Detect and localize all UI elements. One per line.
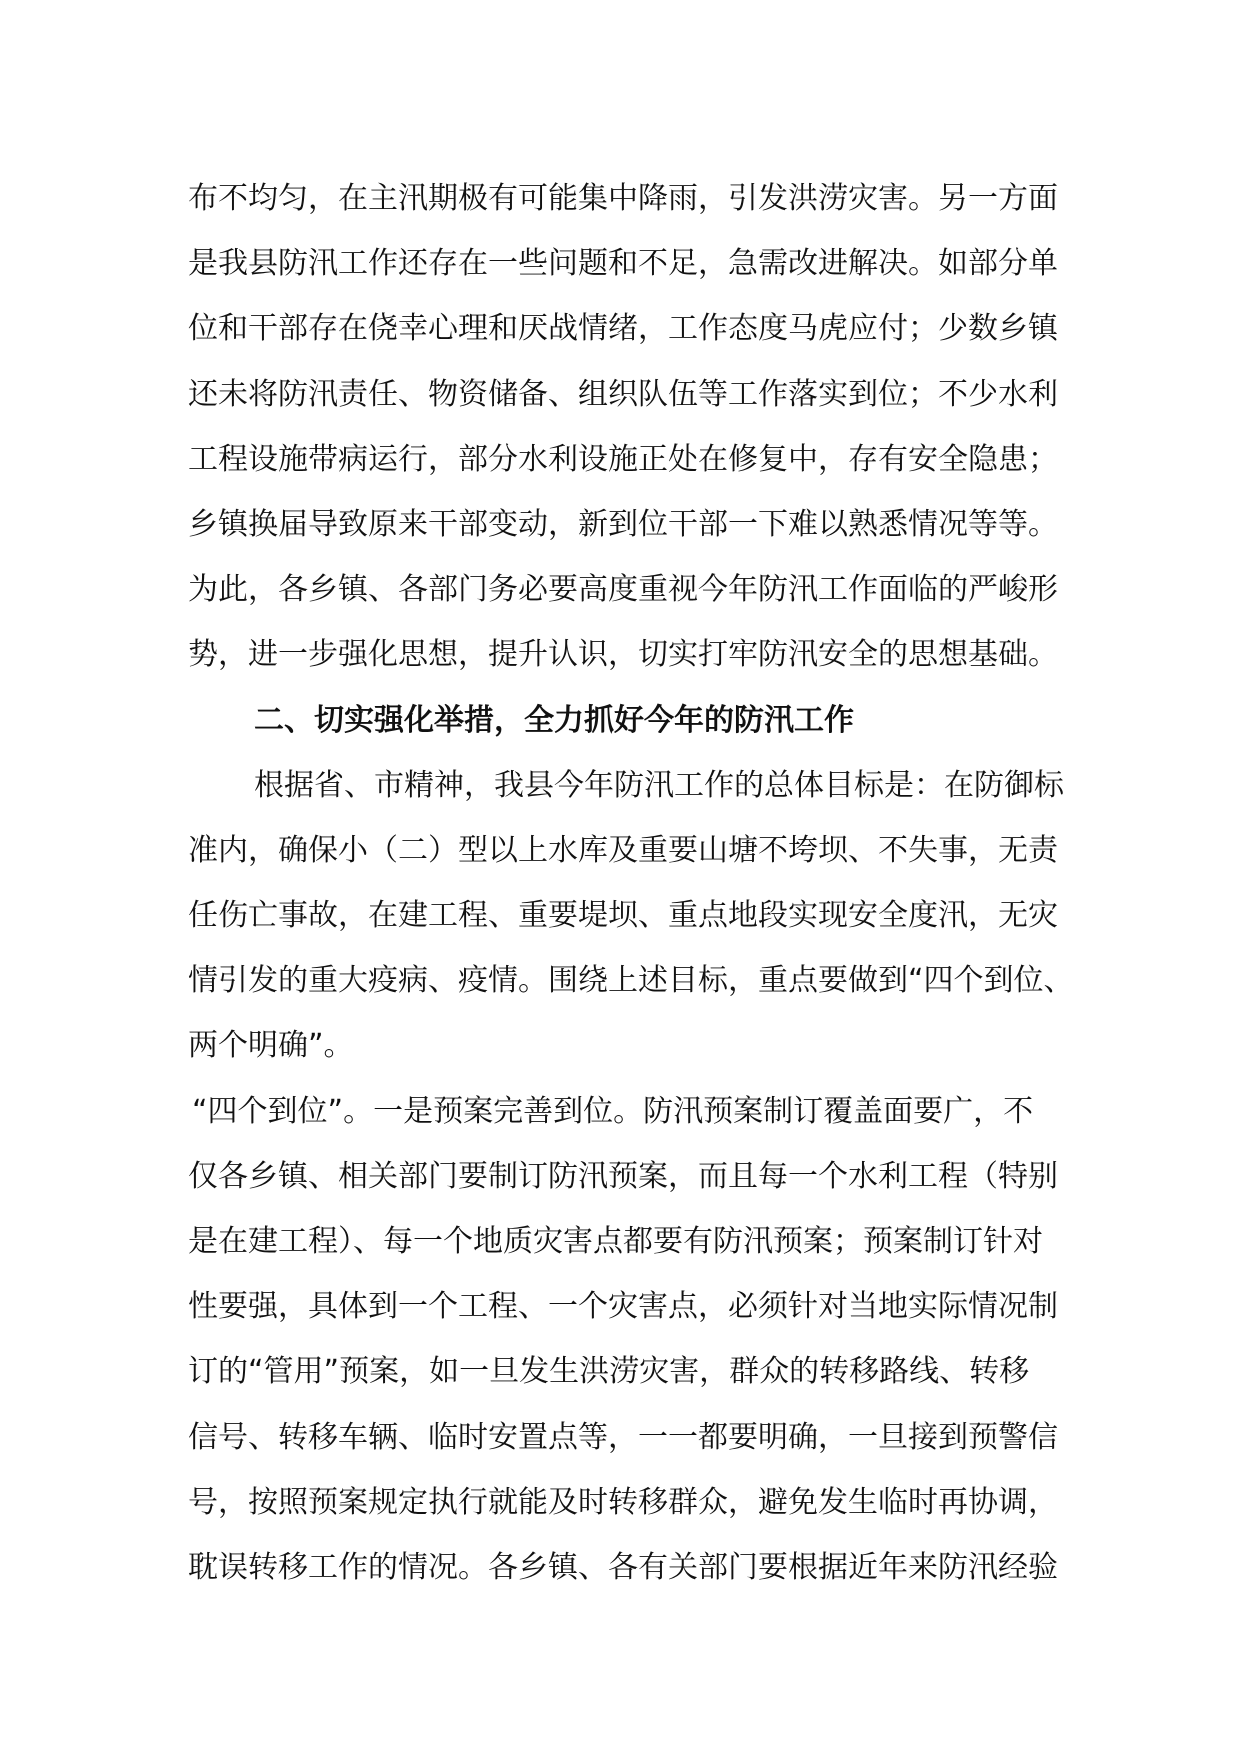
text-line-8: 势，进一步强化思想，提升认识，切实打牢防汛安全的思想基础。 bbox=[188, 637, 1058, 673]
text-line-22: 耽误转移工作的情况。各乡镇、各有关部门要根据近年来防汛经验 bbox=[188, 1549, 1058, 1585]
text-line-18: 性要强，具体到一个工程、一个灾害点，必须针对当地实际情况制 bbox=[188, 1289, 1058, 1325]
text-line-12: 任伤亡事故，在建工程、重要堤坝、重点地段实现安全度汛，无灾 bbox=[188, 898, 1058, 934]
body-text bbox=[188, 166, 1074, 1600]
text-line-13: 情引发的重大疫病、疫情。围绕上述目标，重点要做到“四个到位、 bbox=[188, 963, 1074, 999]
text-line-3: 位和干部存在侥幸心理和厌战情绪，工作态度马虎应付；少数乡镇 bbox=[188, 311, 1058, 347]
text-line-6: 乡镇换届导致原来干部变动，新到位干部一下难以熟悉情况等等。 bbox=[188, 506, 1058, 542]
text-line-2: 是我县防汛工作还存在一些问题和不足，急需改进解决。如部分单 bbox=[188, 246, 1058, 282]
text-line-10: 根据省、市精神，我县今年防汛工作的总体目标是：在防御标 bbox=[254, 767, 1064, 803]
text-line-21: 号，按照预案规定执行就能及时转移群众，避免发生临时再协调， bbox=[188, 1484, 1058, 1520]
text-line-5: 工程设施带病运行，部分水利设施正处在修复中，存有安全隐患； bbox=[188, 441, 1058, 477]
text-line-14: 两个明确”。 bbox=[188, 1028, 354, 1064]
text-line-20: 信号、转移车辆、临时安置点等，一一都要明确，一旦接到预警信 bbox=[188, 1419, 1058, 1455]
text-line-11: 准内，确保小（二）型以上水库及重要山塘不垮坝、不失事，无责 bbox=[188, 832, 1058, 868]
text-line-15: “四个到位”。一是预案完善到位。防汛预案制订覆盖面要广，不 bbox=[192, 1093, 1034, 1129]
text-line-4: 还未将防汛责任、物资储备、组织队伍等工作落实到位；不少水利 bbox=[188, 376, 1058, 412]
text-line-1: 布不均匀，在主汛期极有可能集中降雨，引发洪涝灾害。另一方面 bbox=[188, 181, 1058, 216]
section-heading: 二、切实强化举措，全力抓好今年的防汛工作 bbox=[254, 702, 854, 738]
text-line-17: 是在建工程）、每一个地质灾害点都要有防汛预案；预案制订针对 bbox=[188, 1224, 1043, 1259]
text-line-19: 订的“管用”预案，如一旦发生洪涝灾害，群众的转移路线、转移 bbox=[188, 1354, 1030, 1390]
text-line-16: 仅各乡镇、相关部门要制订防汛预案，而且每一个水利工程（特别 bbox=[188, 1158, 1058, 1194]
text-line-7: 为此，各乡镇、各部门务必要高度重视今年防汛工作面临的严峻形 bbox=[188, 572, 1058, 608]
